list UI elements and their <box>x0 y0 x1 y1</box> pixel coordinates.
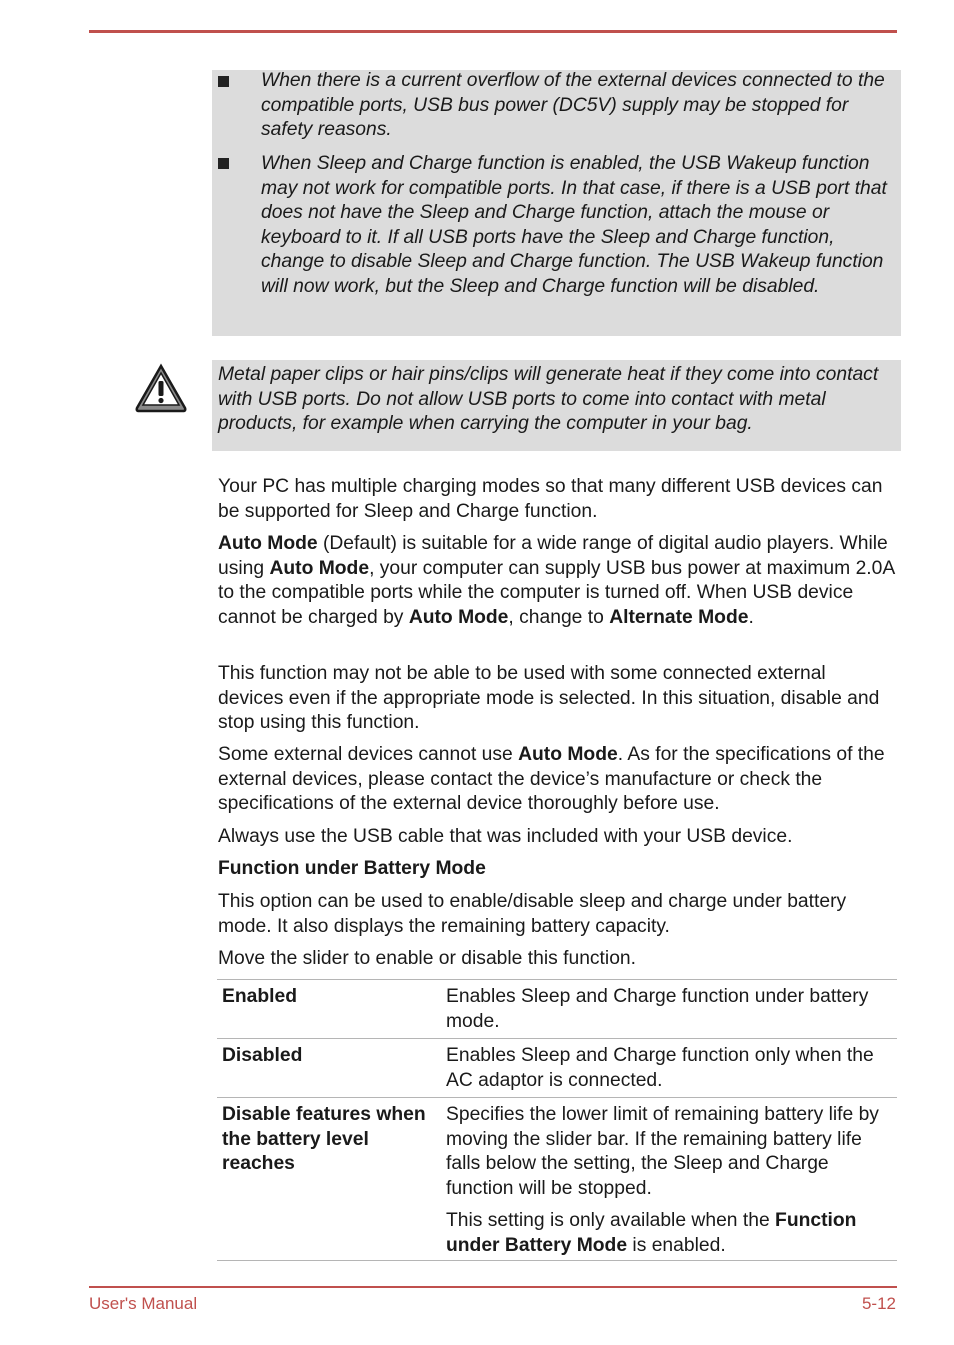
paragraph: Always use the USB cable that was included with your USB device. <box>218 826 793 847</box>
footer-title: User's Manual <box>89 1294 198 1313</box>
paragraph: Move the slider to enable or disable this function. <box>218 948 637 969</box>
table-row <box>217 1097 897 1261</box>
table-description: Enables Sleep and Charge function under battery mode. <box>446 986 869 1032</box>
table-term: Enabled <box>222 986 297 1007</box>
note-text: When Sleep and Charge function is enabled, the USB Wakeup function may not work for compatible ports. In that case, if there is a USB port that does not have the Sleep and Charge function, attach the mouse or keyboard to it. If all USB ports have the Sleep and Charge function, change to disable Sleep and Charge function. The USB Wakeup function will now work, but the Sleep and Charge function will be disabled. <box>261 153 887 297</box>
bold-term: Auto Mode <box>518 744 618 765</box>
settings-table <box>217 979 897 1261</box>
note-text: When there is a current overflow of the external devices connected to the compatible ports, USB bus power (DC5V) supply may be stopped for safety reasons. <box>261 70 885 140</box>
bold-term: Function under Battery Mode <box>446 1210 857 1256</box>
table-term: Disabled <box>222 1045 303 1066</box>
square-bullet-icon <box>218 158 229 169</box>
paragraph: Auto Mode (Default) is suitable for a wide range of digital audio players. While using Auto Mode, your computer can supply USB bus power at maximum 2.0A to the compatible ports while the computer is turned off. When USB device cannot be charged by Auto Mode, change to Alternate Mode. <box>218 533 895 628</box>
header-rule <box>89 30 897 33</box>
bold-term: Alternate Mode <box>609 606 749 628</box>
footer-rule <box>89 1286 897 1288</box>
page-number: 5-12 <box>861 1294 896 1313</box>
section-heading: Function under Battery Mode <box>218 858 486 879</box>
table-term: Disable features when the battery level reaches <box>222 1104 426 1174</box>
paragraph: Your PC has multiple charging modes so that many different USB devices can be supported for Sleep and Charge function. <box>218 476 883 522</box>
warning-triangle-icon <box>134 362 188 414</box>
table-row <box>217 979 897 1038</box>
bold-term: Auto Mode <box>218 533 318 554</box>
square-bullet-icon <box>218 76 229 87</box>
bold-term: Auto Mode <box>408 606 509 628</box>
paragraph: This option can be used to enable/disable sleep and charge under battery mode. It also displays the remaining battery capacity. <box>218 891 847 937</box>
table-row <box>217 1038 897 1097</box>
table-description: Specifies the lower limit of remaining battery life by moving the slider bar. If the remaining battery life falls below the setting, the Sleep and Charge function will be stopped. This setting is only available when the Function under Battery Mode is enabled. <box>446 1104 879 1256</box>
table-description: Enables Sleep and Charge function only when the AC adaptor is connected. <box>446 1045 874 1091</box>
bold-term: Auto Mode <box>269 557 370 579</box>
paragraph: Some external devices cannot use Auto Mode. As for the specifications of the external devices, please contact the device’s manufacture or check the specifications of the external device thoroughly before use. <box>218 744 885 814</box>
note-box <box>212 70 901 336</box>
warning-box <box>212 360 901 451</box>
paragraph: This function may not be able to be used with some connected external devices even if the appropriate mode is selected. In this situation, disable and stop using this function. <box>218 663 880 733</box>
warning-text: Metal paper clips or hair pins/clips will generate heat if they come into contact with USB ports. Do not allow USB ports to come into contact with metal products, for example when carrying the computer in your bag. <box>218 364 879 434</box>
